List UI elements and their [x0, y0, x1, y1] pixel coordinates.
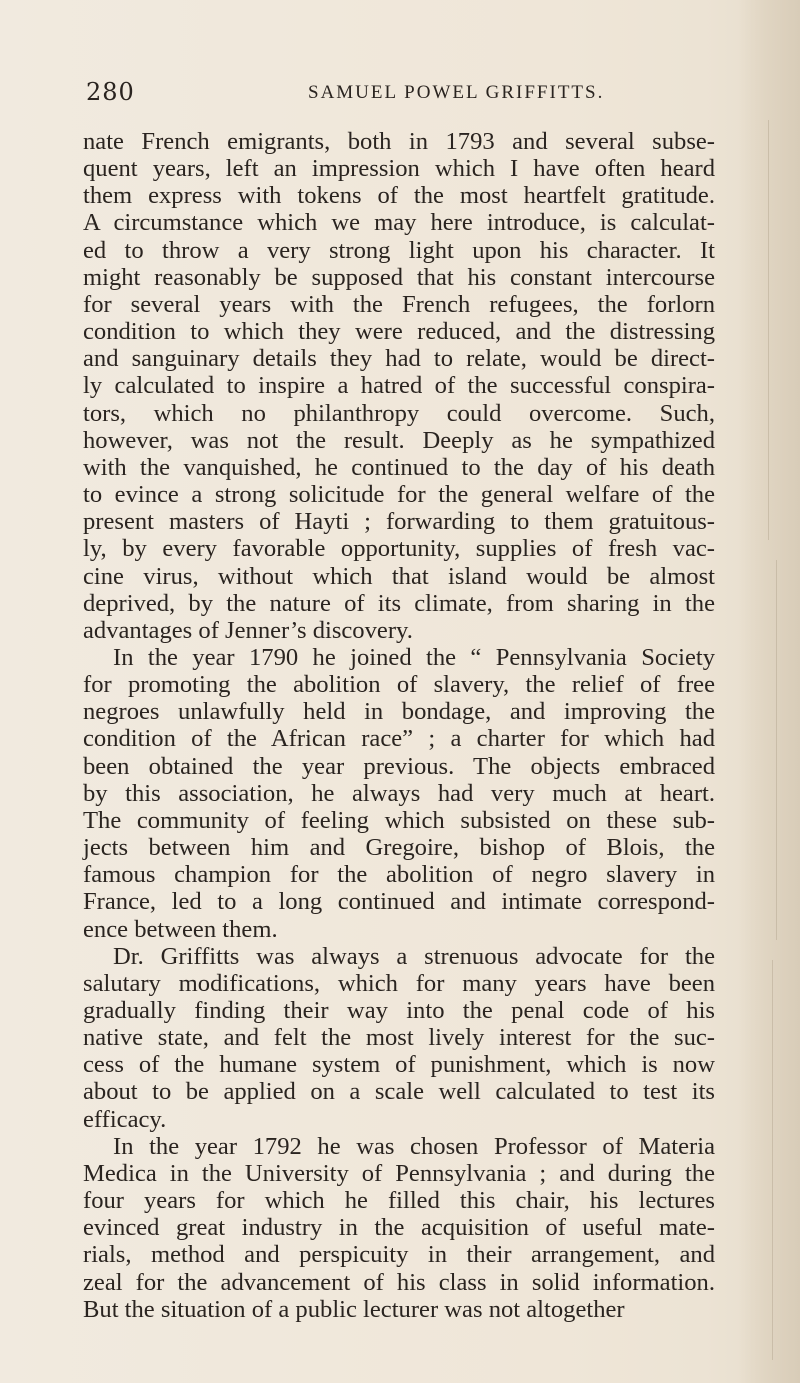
text-line: negroes unlawfully held in bondage, and improving the: [83, 698, 715, 726]
text-line: condition to which they were reduced, and the distressing: [83, 318, 715, 346]
text-line: gradually finding their way into the penal code of his: [83, 997, 715, 1024]
text-line: however, was not the result. Deeply as he sympathized: [83, 426, 715, 454]
text-line: ence between them.: [83, 915, 278, 943]
text-line: ly calculated to inspire a hatred of the successful conspira-: [83, 372, 715, 400]
body-text: [83, 128, 715, 1323]
text-line: condition of the African race” ; a charter for which had: [83, 725, 715, 753]
text-line: advantages of Jenner’s discovery.: [83, 616, 413, 644]
text-line: A circumstance which we may here introduce, is calculat-: [83, 209, 715, 237]
text-line: cess of the humane system of punishment, which is now: [83, 1051, 715, 1079]
text-line: In the year 1790 he joined the “ Pennsylvania Society: [113, 643, 715, 671]
text-line: But the situation of a public lecturer was not altogether: [83, 1295, 625, 1323]
text-line: salutary modifications, which for many years have been: [83, 969, 715, 997]
text-line: France, led to a long continued and intimate correspond-: [83, 888, 715, 916]
running-head: [86, 78, 706, 108]
text-line: quent years, left an impression which I have often heard: [83, 155, 715, 183]
text-line: Dr. Griffitts was always a strenuous advocate for the: [113, 942, 715, 970]
text-line: ed to throw a very strong light upon his character. It: [83, 236, 715, 264]
page-edge-line: [772, 960, 773, 1360]
text-line: by this association, he always had very much at heart.: [83, 779, 715, 807]
page-edge-line: [776, 560, 777, 940]
text-line: present masters of Hayti ; forwarding to them gratuitous-: [83, 508, 715, 536]
page-edge-shadow: [738, 0, 800, 1383]
text-line: efficacy.: [83, 1105, 167, 1133]
text-line: deprived, by the nature of its climate, from sharing in the: [83, 589, 715, 617]
text-line: and sanguinary details they had to relate, would be direct-: [83, 345, 715, 373]
text-line: been obtained the year previous. The objects embraced: [83, 752, 715, 780]
paragraph: [83, 943, 715, 1133]
text-line: four years for which he filled this chair, his lectures: [83, 1187, 715, 1215]
paragraph: [83, 644, 715, 943]
text-line: zeal for the advancement of his class in solid information.: [83, 1268, 715, 1296]
text-line: cine virus, without which that island would be almost: [83, 562, 715, 590]
text-line: nate French emigrants, both in 1793 and several subse-: [83, 128, 715, 155]
text-line: to evince a strong solicitude for the general welfare of the: [83, 481, 715, 509]
text-line: jects between him and Gregoire, bishop of Blois, the: [83, 834, 715, 862]
paragraph: [83, 128, 715, 644]
text-line: The community of feeling which subsisted on these sub-: [83, 806, 715, 834]
text-line: them express with tokens of the most heartfelt gratitude.: [83, 182, 715, 210]
text-line: for several years with the French refugees, the forlorn: [83, 290, 715, 318]
text-line: rials, method and perspicuity in their arrangement, and: [83, 1241, 715, 1269]
text-line: with the vanquished, he continued to the day of his death: [83, 453, 715, 481]
text-line: about to be applied on a scale well calculated to test its: [83, 1078, 715, 1106]
text-line: In the year 1792 he was chosen Professor of Materia: [113, 1132, 715, 1160]
text-line: famous champion for the abolition of negro slavery in: [83, 861, 715, 889]
text-line: might reasonably be supposed that his constant intercourse: [83, 263, 715, 291]
running-title: SAMUEL POWEL GRIFFITTS.: [308, 82, 605, 103]
paragraph: [83, 1133, 715, 1323]
text-line: ly, by every favorable opportunity, supplies of fresh vac-: [83, 535, 715, 563]
page-edge-line: [768, 120, 769, 540]
text-line: evinced great industry in the acquisition of useful mate-: [83, 1214, 715, 1242]
text-line: native state, and felt the most lively interest for the suc-: [83, 1024, 715, 1052]
text-line: Medica in the University of Pennsylvania ; and during the: [83, 1159, 715, 1187]
page-number: 280: [86, 78, 135, 106]
text-line: for promoting the abolition of slavery, the relief of free: [83, 671, 715, 699]
text-line: tors, which no philanthropy could overcome. Such,: [83, 399, 715, 427]
